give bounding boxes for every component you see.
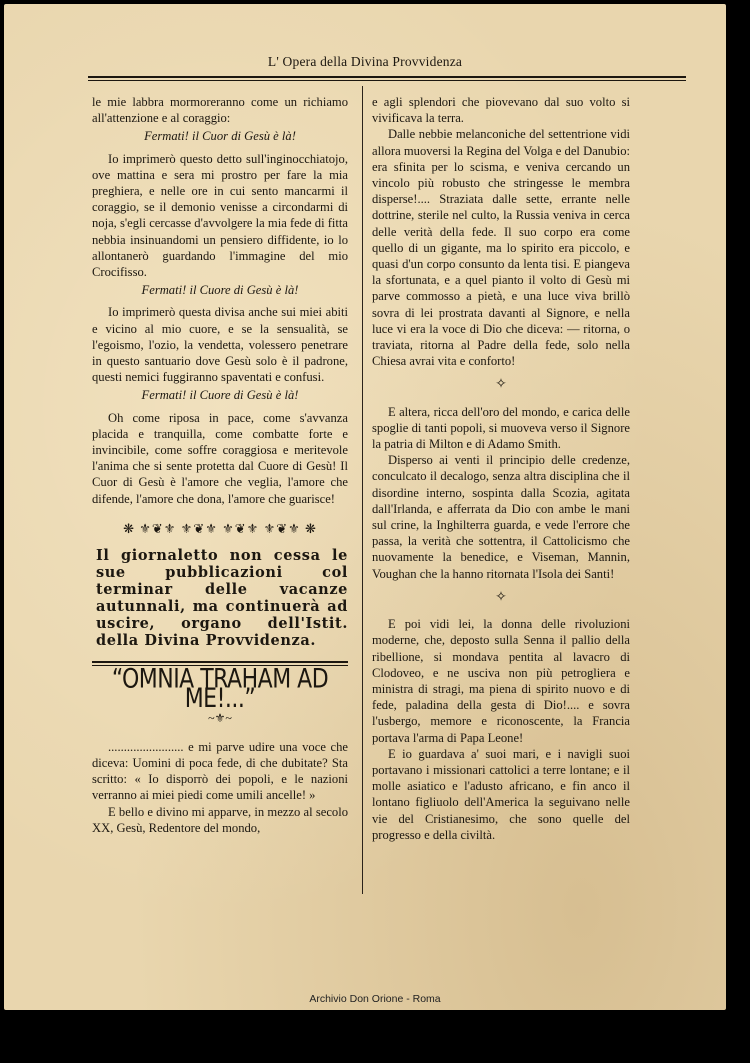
refrain: Fermati! il Cuore di Gesù è là! <box>141 283 299 298</box>
refrain: Fermati! il Cuor di Gesù è là! <box>144 129 296 144</box>
right-column <box>372 94 630 843</box>
newspaper-page <box>4 4 726 1010</box>
column-divider <box>362 86 363 894</box>
refrain: Fermati! il Cuore di Gesù è là! <box>141 388 299 403</box>
header-rule <box>88 76 686 78</box>
paragraph: E bello e divino mi apparve, in mezzo al secolo XX, Gesù, Redentore del mondo, <box>92 804 348 835</box>
star-divider-icon: ✧ <box>495 589 507 605</box>
paragraph: E altera, ricca dell'oro del mondo, e carica delle spoglie di tanti popoli, si muoveva verso il Signore la patria di Milton e di Adamo Smith. <box>372 404 630 452</box>
ornament-divider: ❋ ⚜❦⚜ ⚜❦⚜ ⚜❦⚜ ⚜❦⚜ ❋ <box>123 520 317 536</box>
archive-caption: Archivio Don Orione - Roma <box>309 993 441 1005</box>
paragraph: E poi vidi lei, la donna delle rivoluzioni moderne, che, deposto sulla Senna il pallio della ribellione, si mondava pentita al lavacro di Clodoveo, e ne usciva non più petrogliera e ministra di stragi, ma piena di spirito nuovo e di fede, paladina della gesta di Dio!.... e sovra l'usbergo, memore e riconoscente, la Francia portava l'arma di Papa Leone! <box>372 617 630 745</box>
paragraph: Disperso ai venti il principio delle credenze, conculcato il decalogo, senza altra disciplina che il disordine interno, sospinta dalla Scozia, agitata dall'Irlanda, e afferrata da Dio con ambe le mani sul crine, la Inghilterra guarda, e vede l'errore che passa, la verità che sottentra, il Cattolicismo che nuovamente la benedice, e Viseman, Mannin, Voughan che la hanno ritornata l'Isola dei Santi! <box>372 453 630 581</box>
star-divider-icon: ✧ <box>495 377 507 393</box>
article-title: “OMNIA TRAHAM AD ME!...” <box>111 664 329 715</box>
paragraph: le mie labbra mormoreranno come un richiamo all'attenzione e al coraggio: <box>92 95 348 126</box>
paragraph: ........................ e mi parve udire una voce che diceva: Uomini di poca fede, di che dubitate? Sta scritto: « Io disporrò dei popoli, e le nazioni verranno ai miei piedi come umili ancelle! » <box>92 739 348 803</box>
paragraph: Oh come riposa in pace, come s'avvanza placida e tranquilla, come combatte forte e invincibile, come soffre coraggiosa e meritevole l'anima che si sente protetta dal Cuore di Gesù! Il Cuor di Gesù è l'amore che veglia, l'amore che difende, l'amore che dona, l'amore che guarisce! <box>92 410 348 506</box>
paragraph: Io imprimerò questo detto sull'inginocchiatojo, ove mattina e sera mi prostro per fare la mia preghiera, e nelle ore in cui sento mancarmi il coraggio, se il demonio venisse a circondarmi di noja, s'egli cercasse d'avvolgere la mia fede di fitta nebbia insinuandomi un pensiero diffidente, io lo allontanerò guardando l'immagine del mio Crocifisso. <box>92 151 348 280</box>
left-column <box>92 94 348 836</box>
notice-announcement: Il giornaletto non cessa le sue pubblicazioni col terminar delle vacanze autunnali, ma continuerà ad uscire, organo dell'Istit. della Divina Provvidenza. <box>96 547 348 650</box>
paragraph: E io guardava a' suoi mari, e i navigli suoi portavano i missionari cattolici a terre lontane; e il molle asiatico e l'adusto africano, e fin anco il lontano figliuolo dell'America la seguivano nelle vie del Cristianesimo, che sono quelle del progresso e della civiltà. <box>372 746 630 842</box>
paragraph: Io imprimerò questa divisa anche sui miei abiti e vicino al mio cuore, e se la sensualità, se l'egoismo, l'ozio, la vendetta, volessero penetrare in questo santuario dove Gesù solo è il padrone, questi nemici fuggiranno spaventati e confusi. <box>92 305 348 385</box>
title-flourish: ~⚜~ <box>208 711 232 726</box>
header-rule-thin <box>88 80 686 81</box>
paragraph: Dalle nebbie melanconiche del settentrione vidi allora muoversi la Regina del Volga e del Danubio: era sfinita per lo scisma, e veniva cercando un vincolo più robusto che stringesse le membra disperse!.... Straziata dalle sette, errante nelle dottrine, sterile nel culto, la Russia veniva in cerca delle verità della fede. Il suo corpo era come quello di un gigante, ma lo spirito era piccolo, e quasi d'un corpo consunto da lenta tisi. E piangeva la sfortunata, e a quel pianto il volto di Gesù mi parve commosso a pietà, e una luce viva brillò sovra di lei prostrata davanti al Signore, e nella luce vi era la voce di Dio che diceva: — ritorna, o traviata, ritorna al Padre della fede, solo nella Chiesa avrai vita e conforto! <box>372 127 630 369</box>
paragraph: e agli splendori che piovevano dal suo volto si vivificava la terra. <box>372 95 630 126</box>
running-header: L' Opera della Divina Provvidenza <box>267 54 463 69</box>
